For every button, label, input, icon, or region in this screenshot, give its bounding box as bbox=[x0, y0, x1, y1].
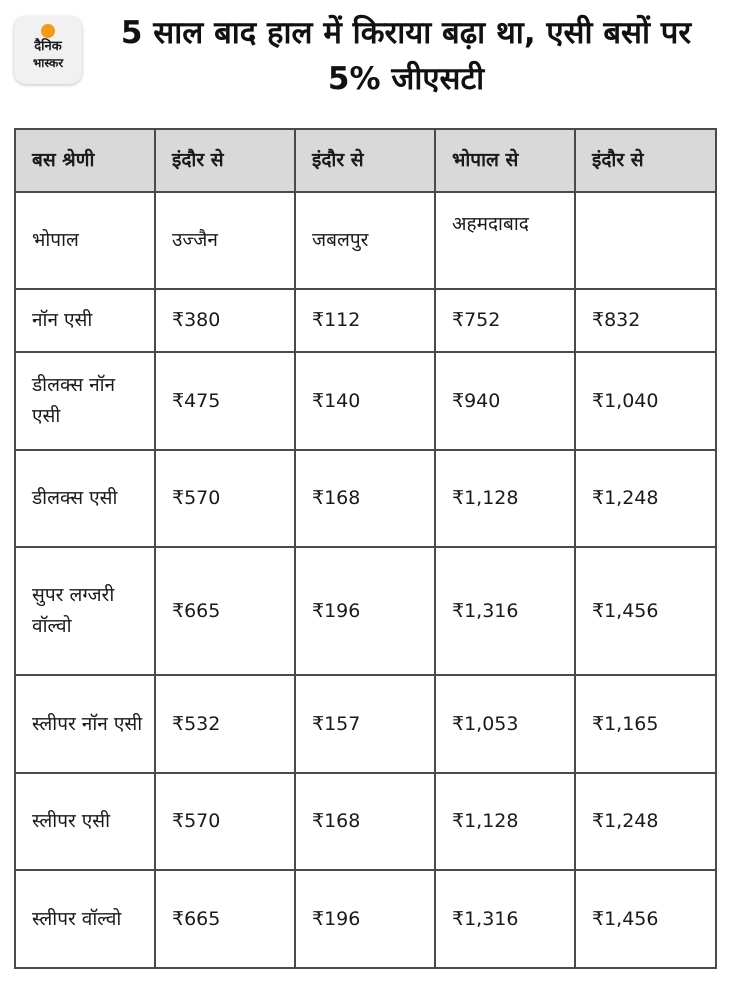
fare-cell: ₹168 bbox=[295, 450, 435, 547]
table-row bbox=[15, 450, 716, 547]
fare-cell: ₹1,128 bbox=[435, 450, 575, 547]
fare-cell: ₹940 bbox=[435, 352, 575, 450]
bus-category-cell: डीलक्स एसी bbox=[15, 450, 155, 547]
fare-cell: ₹1,128 bbox=[435, 773, 575, 870]
table-header-row bbox=[15, 129, 716, 192]
header-from-indore: इंदौर से bbox=[575, 129, 716, 192]
page-title: 5 साल बाद हाल में किराया बढ़ा था, एसी बसों पर 5% जीएसटी bbox=[120, 15, 692, 97]
fare-cell: ₹570 bbox=[155, 773, 295, 870]
route-cell: जबलपुर bbox=[295, 192, 435, 289]
route-cell: अहमदाबाद bbox=[435, 192, 575, 289]
bus-category-cell: सुपर लग्जरी वॉल्वो bbox=[15, 547, 155, 675]
fare-cell: ₹168 bbox=[295, 773, 435, 870]
table-row bbox=[15, 773, 716, 870]
fare-cell: ₹665 bbox=[155, 547, 295, 675]
header-from-indore: इंदौर से bbox=[155, 129, 295, 192]
table-row bbox=[15, 675, 716, 773]
fare-cell: ₹570 bbox=[155, 450, 295, 547]
dainik-bhaskar-logo bbox=[14, 16, 82, 84]
fare-cell: ₹475 bbox=[155, 352, 295, 450]
header-from-bhopal: भोपाल से bbox=[435, 129, 575, 192]
fare-cell: ₹1,316 bbox=[435, 870, 575, 968]
fare-cell: ₹112 bbox=[295, 289, 435, 352]
fare-cell: ₹1,456 bbox=[575, 870, 716, 968]
fare-cell: ₹532 bbox=[155, 675, 295, 773]
bus-fare-table bbox=[14, 128, 717, 969]
bus-category-cell: स्लीपर नॉन एसी bbox=[15, 675, 155, 773]
table-row bbox=[15, 547, 716, 675]
table-row bbox=[15, 289, 716, 352]
table-row bbox=[15, 352, 716, 450]
fare-cell: ₹665 bbox=[155, 870, 295, 968]
fare-cell: ₹752 bbox=[435, 289, 575, 352]
route-cell bbox=[575, 192, 716, 289]
logo-text-line2: भास्कर bbox=[32, 56, 64, 70]
fare-cell: ₹1,456 bbox=[575, 547, 716, 675]
table-row bbox=[15, 870, 716, 968]
fare-cell: ₹157 bbox=[295, 675, 435, 773]
bus-category-cell: नॉन एसी bbox=[15, 289, 155, 352]
logo-text-line1: दैनिक bbox=[34, 39, 62, 54]
bus-category-cell: स्लीपर वॉल्वो bbox=[15, 870, 155, 968]
bus-category-cell: स्लीपर एसी bbox=[15, 773, 155, 870]
fare-cell: ₹380 bbox=[155, 289, 295, 352]
fare-cell: ₹196 bbox=[295, 547, 435, 675]
header-from-indore: इंदौर से bbox=[295, 129, 435, 192]
fare-cell: ₹1,316 bbox=[435, 547, 575, 675]
fare-cell: ₹1,040 bbox=[575, 352, 716, 450]
fare-cell: ₹140 bbox=[295, 352, 435, 450]
route-cell: भोपाल bbox=[15, 192, 155, 289]
bus-category-cell: डीलक्स नॉन एसी bbox=[15, 352, 155, 450]
route-row bbox=[15, 192, 716, 289]
fare-cell: ₹1,248 bbox=[575, 773, 716, 870]
fare-cell: ₹1,248 bbox=[575, 450, 716, 547]
fare-cell: ₹196 bbox=[295, 870, 435, 968]
route-cell: उज्जैन bbox=[155, 192, 295, 289]
fare-cell: ₹832 bbox=[575, 289, 716, 352]
fare-cell: ₹1,165 bbox=[575, 675, 716, 773]
fare-cell: ₹1,053 bbox=[435, 675, 575, 773]
sun-icon bbox=[41, 24, 55, 38]
header-bus-category: बस श्रेणी bbox=[15, 129, 155, 192]
